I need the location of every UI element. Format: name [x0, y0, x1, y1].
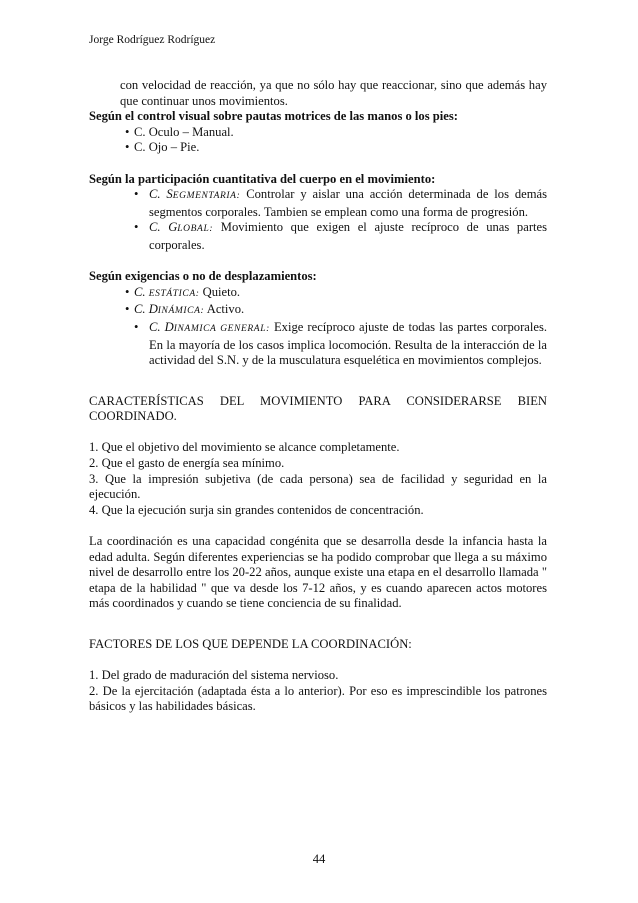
coordinacion-paragraph: La coordinación es una capacidad congénita que se desarrolla desde la infancia hasta la edad adulta. Según diferentes experiencias se ha podido comprobar que llega a su máximo nivel de desarrollo entre los 20-22 años, aunque existe una etapa en el desarrollo llamada " etapa de la habilidad " que va desde los 7-12 años, y es cuando aparecen actos motores más coordinados y cuando se tiene conciencia de su finalidad.: [89, 534, 547, 611]
factores-item-2: 2. De la ejercitación (adaptada ésta a lo anterior). Por eso es imprescindible los patrones básicos y las habilidades básicas.: [89, 683, 547, 714]
page-number: 44: [312, 852, 326, 866]
bullet-icon: •: [134, 187, 139, 202]
body-text: [89, 78, 547, 715]
running-head: Jorge Rodríguez Rodríguez: [89, 34, 216, 46]
continuation-paragraph: con velocidad de reacción, ya que no sólo hay que reaccionar, sino que además hay que continuar unos movimientos.: [120, 78, 547, 108]
desplaz-item-dinamica: • C. DINÁMICA: Activo.: [125, 302, 245, 317]
desplaz-item-dinamica-general: • C. DINAMICA GENERAL: Exige recíproco ajuste de todas las partes corporales. En la mayoría de los casos implica locomoción. Resulta de la interacción de la actividad del S.N. y de la musculatura esquelética en movimientos complejos.: [134, 319, 547, 368]
caracteristicas-heading-line2: COORDINADO.: [89, 409, 177, 424]
quant-item-global: • C. GLOBAL: Movimiento que exigen el ajuste recíproco de unas partes corporales.: [134, 220, 547, 252]
bullet-icon: •: [134, 319, 139, 334]
caracteristicas-item-1: 1. Que el objetivo del movimiento se alcance completamente.: [89, 440, 400, 455]
caracteristicas-heading-line1: CARACTERÍSTICAS DEL MOVIMIENTO PARA CONSIDERARSE BIEN: [89, 393, 547, 408]
desplaz-heading: Según exigencias o no de desplazamientos:: [89, 269, 317, 284]
bullet-icon: •: [125, 302, 130, 317]
visual-item-1: • C. Oculo – Manual.: [125, 124, 234, 139]
bullet-icon: •: [134, 220, 139, 235]
bullet-icon: •: [125, 124, 130, 139]
caracteristicas-item-2: 2. Que el gasto de energía sea mínimo.: [89, 456, 285, 471]
bullet-icon: •: [125, 284, 130, 299]
visual-item-2: • C. Ojo – Pie.: [125, 140, 200, 155]
factores-heading: FACTORES DE LOS QUE DEPENDE LA COORDINACIÓN:: [89, 637, 412, 651]
caracteristicas-item-4: 4. Que la ejecución surja sin grandes contenidos de concentración.: [89, 502, 424, 517]
bullet-icon: •: [125, 140, 130, 155]
visual-heading: Según el control visual sobre pautas motrices de las manos o los pies:: [89, 109, 458, 124]
quant-heading: Según la participación cuantitativa del cuerpo en el movimiento:: [89, 171, 436, 186]
quant-item-segmentaria: • C. SEGMENTARIA: Controlar y aislar una acción determinada de los demás segmentos corporales. Tambien se emplean como una forma de progresión.: [134, 187, 548, 219]
caracteristicas-item-3: 3. Que la impresión subjetiva (de cada persona) sea de facilidad y seguridad en la ejecución.: [89, 471, 547, 502]
factores-item-1: 1. Del grado de maduración del sistema nervioso.: [89, 668, 339, 683]
desplaz-item-estatica: • C. ESTÁTICA: Quieto.: [125, 284, 241, 299]
